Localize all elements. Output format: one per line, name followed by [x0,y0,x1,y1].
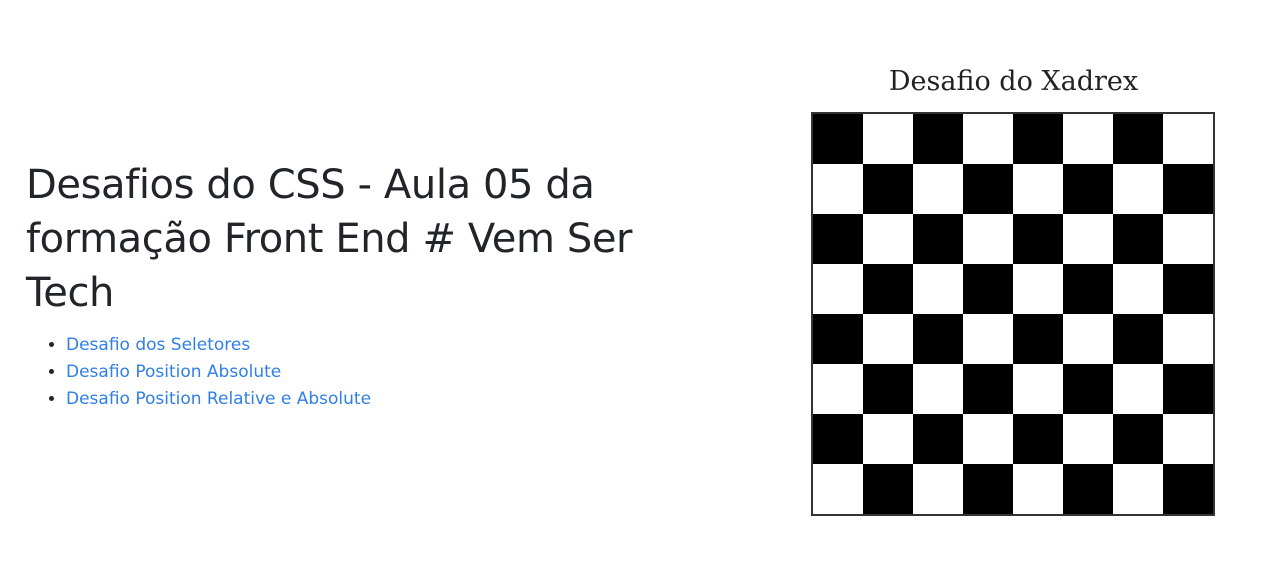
chess-square-dark [1013,414,1063,464]
link-desafio-seletores[interactable]: Desafio dos Seletores [66,335,251,355]
chess-square-dark [963,164,1013,214]
chess-square-light [1113,264,1163,314]
chess-square-light [1063,314,1113,364]
chess-square-light [863,314,913,364]
chess-square-light [1163,314,1213,364]
chess-square-light [913,164,963,214]
link-desafio-position-relative-absolute[interactable]: Desafio Position Relative e Absolute [66,389,372,409]
chess-square-light [963,414,1013,464]
list-item [66,359,666,386]
chess-section [811,62,1216,516]
chess-square-light [813,364,863,414]
chess-square-dark [1063,164,1113,214]
chess-title: Desafio do Xadrex [888,66,1139,97]
chess-square-light [813,264,863,314]
link-desafio-position-absolute[interactable]: Desafio Position Absolute [66,362,282,382]
chess-square-light [1163,214,1213,264]
chess-square-dark [1063,264,1113,314]
chess-square-dark [963,364,1013,414]
chess-square-light [1013,164,1063,214]
chess-square-dark [913,314,963,364]
chess-square-dark [1113,314,1163,364]
chess-square-dark [863,364,913,414]
chess-square-dark [1163,164,1213,214]
chess-square-light [963,114,1013,164]
chess-square-light [1013,364,1063,414]
chess-square-dark [863,264,913,314]
chess-square-light [913,464,963,514]
chess-square-light [963,314,1013,364]
chess-square-dark [913,414,963,464]
chess-square-light [1113,164,1163,214]
chess-square-dark [963,464,1013,514]
chess-square-dark [1163,364,1213,414]
list-item [66,386,666,413]
chess-square-light [1063,214,1113,264]
chess-square-dark [813,414,863,464]
chess-square-dark [1113,214,1163,264]
chess-square-dark [963,264,1013,314]
page-title: Desafios do CSS - Aula 05 da formação Front End # Vem Ser Tech [26,162,633,316]
chess-square-light [863,414,913,464]
chess-square-dark [1113,414,1163,464]
chess-square-dark [813,314,863,364]
chess-square-dark [1113,114,1163,164]
chess-square-dark [813,214,863,264]
chess-square-light [1013,464,1063,514]
chess-square-light [1113,364,1163,414]
chess-square-light [1113,464,1163,514]
list-item [66,332,666,359]
chess-square-dark [1063,364,1113,414]
chess-square-dark [913,214,963,264]
challenge-links-list [26,332,666,413]
chess-square-dark [1063,464,1113,514]
chess-square-light [913,264,963,314]
chess-square-light [1163,114,1213,164]
chess-square-dark [863,464,913,514]
chess-square-light [1163,414,1213,464]
chess-square-light [863,214,913,264]
chess-board [811,112,1215,516]
chess-square-dark [1013,214,1063,264]
chess-square-dark [863,164,913,214]
chess-square-dark [813,114,863,164]
chess-square-light [1063,414,1113,464]
intro-section [26,158,666,413]
chess-square-dark [913,114,963,164]
chess-square-light [1063,114,1113,164]
chess-square-light [863,114,913,164]
chess-square-dark [1013,114,1063,164]
chess-square-light [963,214,1013,264]
chess-square-dark [1013,314,1063,364]
chess-square-light [1013,264,1063,314]
chess-square-light [813,464,863,514]
chess-square-dark [1163,264,1213,314]
chess-square-light [913,364,963,414]
chess-square-light [813,164,863,214]
chess-square-dark [1163,464,1213,514]
